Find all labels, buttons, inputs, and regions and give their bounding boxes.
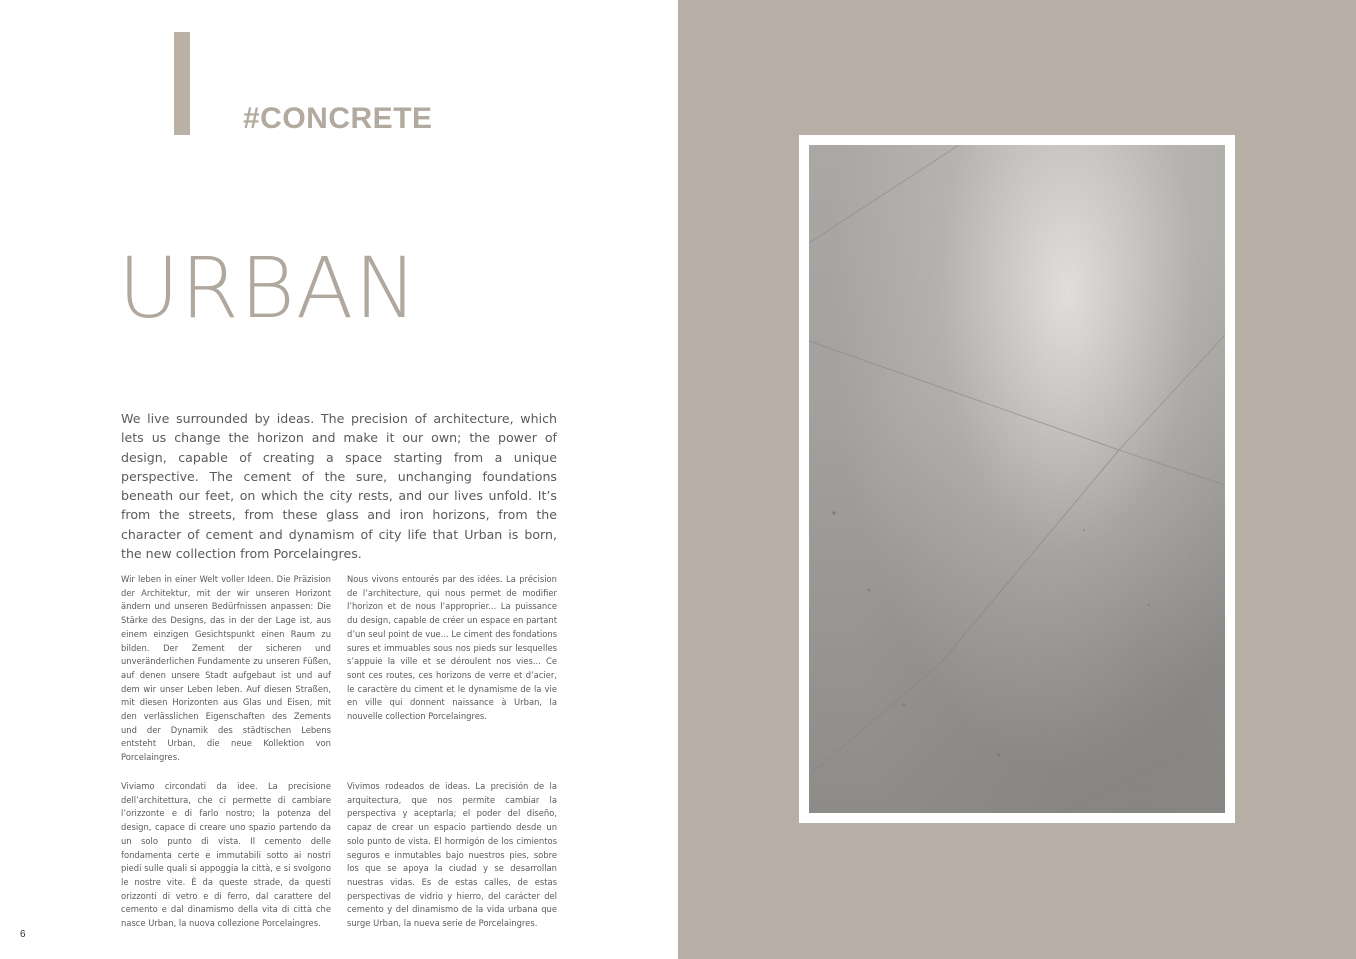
page-number: 6 xyxy=(20,929,26,940)
tile-joints-graphic xyxy=(809,145,1225,813)
text-column-french: Nous vivons entourés par des idées. La précision de l’architecture, qui nous permet de modifier l’horizon et de nous l’approprier... La puissance du design, capable de créer un espace en partant d’un seul point de vue... Le ciment des fondations sures et immuables sous nos pieds sur lesquelles s’appuie la ville et se déroulent nos vies... Ce sont ces routes, ces horizons de verre et d’acier, le caractère du ciment et le dynamisme de la vie en ville qui donnent naissance à Urban, la nouvelle collection Porcelaingres. xyxy=(347,574,557,722)
concrete-floor-photo xyxy=(809,145,1225,813)
text-column-italian: Viviamo circondati da idee. La precisione dell’architettura, che ci permette di cambiare l’orizzonte e di farlo nostro; la potenza del design, capace di creare uno spazio partendo da un solo punto di vista. Il cemento delle fondamenta certe e immutabili sotto ai nostri piedi sulle quali si appoggia la città, e si svolgono le nostre vite. È da queste strade, da questi orizzonti di vetro e di ferro, dal carattere del cemento e dal dinamismo della vita di città che nasce Urban, la nuova collezione Porcelaingres. xyxy=(121,781,331,929)
photo-frame xyxy=(799,135,1235,823)
intro-paragraph-en: We live surrounded by ideas. The precision of architecture, which lets us change the horizon and make it our own; the power of design, capable of creating a space starting from a unique perspective. The cement of the sure, unchanging foundations beneath our feet, on which the city rests, and our lives unfold. It’s from the streets, from these glass and iron horizons, from the character of cement and dynamism of city life that Urban is born, the new collection from Porcelaingres. xyxy=(121,411,557,562)
section-bar-decoration xyxy=(174,32,190,135)
text-column-german: Wir leben in einer Welt voller Ideen. Die Präzision der Architektur, mit der wir unseren Horizont ändern und unseren Bedürfnissen anpassen: Die Stärke des Designs, das in der der Lage ist, aus einem einzigen Gesichtspunkt einen Raum zu bilden. Der Zement der sicheren und unveränderlichen Fundamente zu unseren Füßen, auf denen unsere Stadt aufgebaut ist und auf dem wir unser Leben leben. Auf diesen Straßen, mit diesen Horizonten aus Glas und Eisen, mit den verlässlichen Eigenschaften des Zements und der Dynamik des städtischen Lebens entsteht Urban, die neue Kollektion von Porcelaingres. xyxy=(121,574,331,763)
hashtag-heading: #CONCRETE xyxy=(243,102,433,135)
text-column-spanish: Vivimos rodeados de ideas. La precisión de la arquitectura, que nos permite cambiar la perspectiva y aceptarla; el poder del diseño, capaz de crear un espacio partiendo desde un solo punto de vista. El hormigón de los cimientos seguros e inmutables bajo nuestros pies, sobre los que se apoya la ciudad y se desarrollan nuestras vidas. Es de estas calles, de estas perspectivas de vidrio y hierro, del carácter del cemento y del dinamismo de la vida urbana que surge Urban, la nueva serie de Porcelaingres. xyxy=(347,781,557,929)
page-title: URBAN xyxy=(118,239,419,337)
